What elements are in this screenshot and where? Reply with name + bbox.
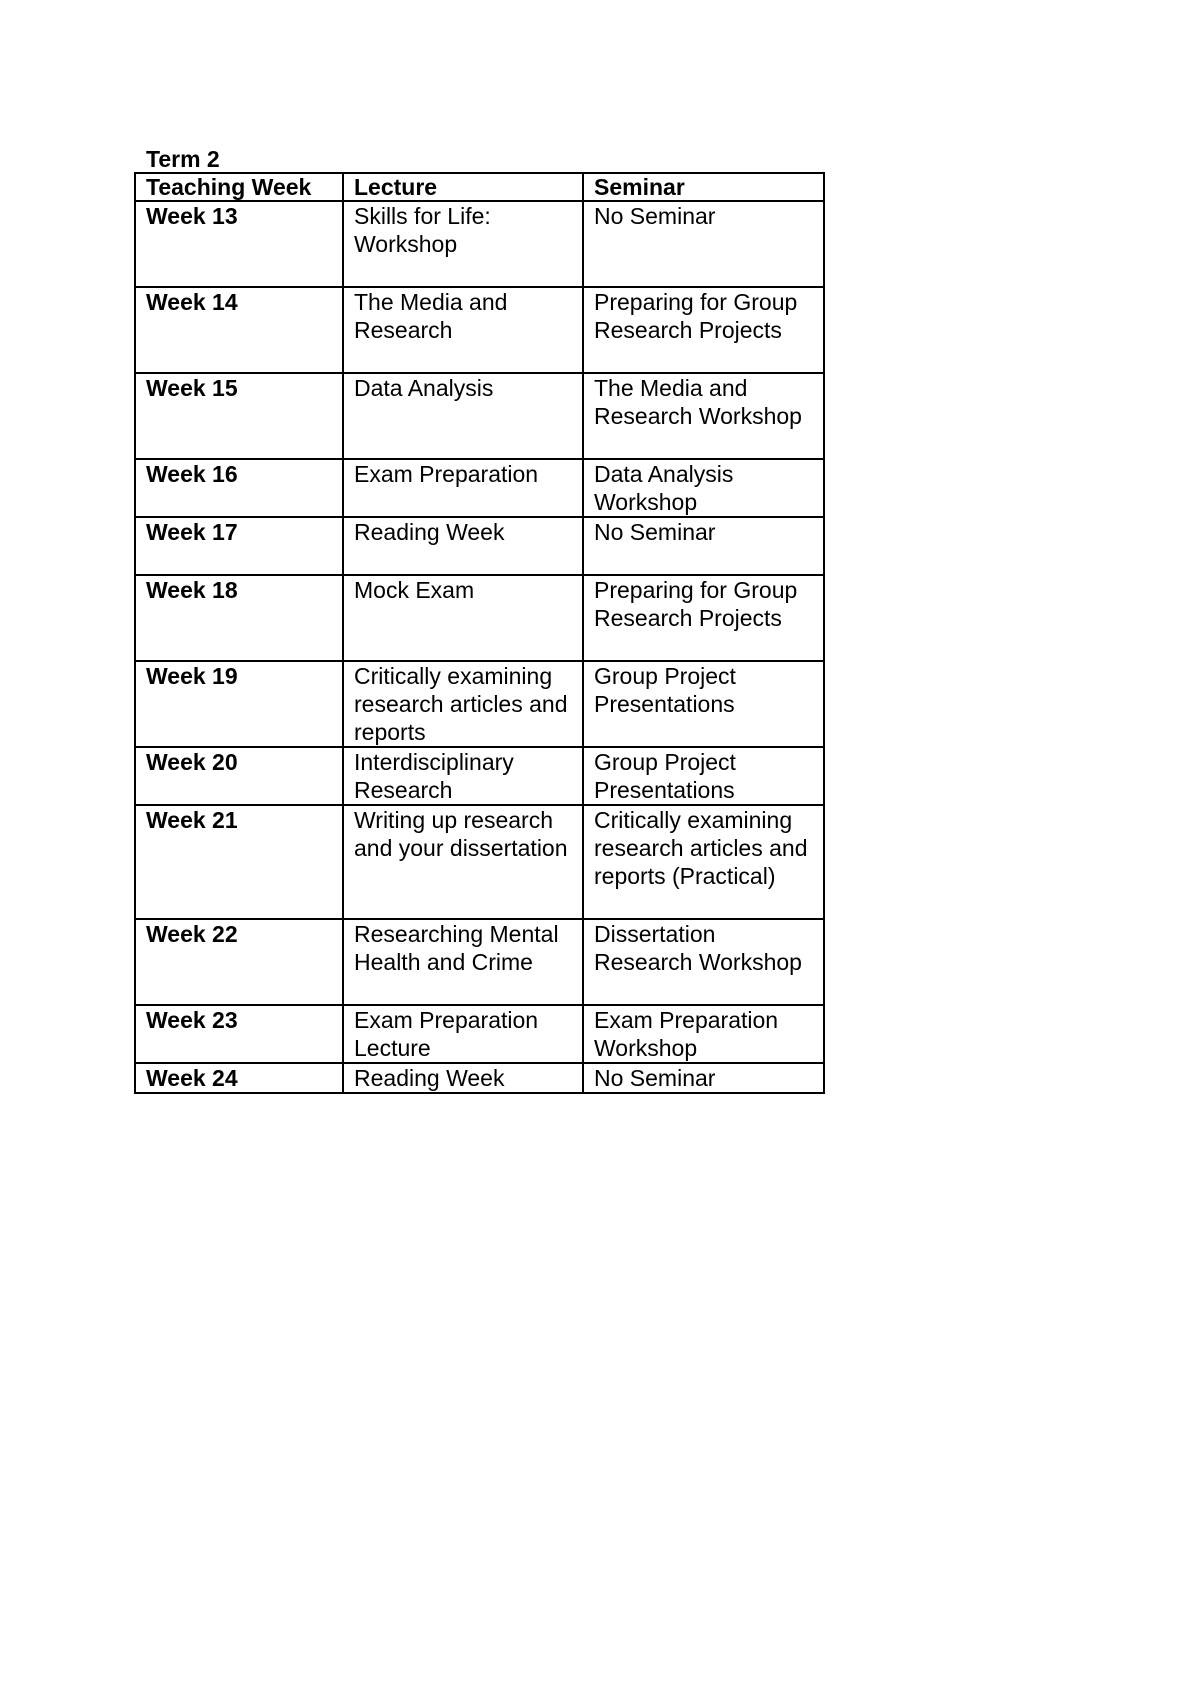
seminar-cell: The Media and Research Workshop [583,373,824,459]
week-cell: Week 18 [135,575,343,661]
week-cell: Week 19 [135,661,343,747]
table-row [135,459,824,517]
header-lecture: Lecture [343,173,583,201]
lecture-cell: Reading Week [343,1063,583,1093]
table-header-row [135,173,824,201]
header-teaching-week: Teaching Week [135,173,343,201]
seminar-cell: Critically examining research articles and reports (Practical) [583,805,824,919]
table-row [135,661,824,747]
lecture-cell: Researching Mental Health and Crime [343,919,583,1005]
seminar-cell: Dissertation Research Workshop [583,919,824,1005]
table-row [135,201,824,287]
week-cell: Week 13 [135,201,343,287]
week-cell: Week 17 [135,517,343,575]
table-row [135,373,824,459]
week-cell: Week 15 [135,373,343,459]
header-seminar: Seminar [583,173,824,201]
seminar-cell: Preparing for Group Research Projects [583,287,824,373]
table-row [135,1063,824,1093]
seminar-cell: No Seminar [583,201,824,287]
schedule-table [134,172,825,1094]
seminar-cell: No Seminar [583,1063,824,1093]
week-cell: Week 22 [135,919,343,1005]
week-cell: Week 23 [135,1005,343,1063]
lecture-cell: Interdisciplinary Research [343,747,583,805]
lecture-cell: Writing up research and your dissertation [343,805,583,919]
seminar-cell: No Seminar [583,517,824,575]
lecture-cell: Skills for Life: Workshop [343,201,583,287]
lecture-cell: The Media and Research [343,287,583,373]
seminar-cell: Group Project Presentations [583,747,824,805]
table-row [135,1005,824,1063]
week-cell: Week 20 [135,747,343,805]
week-cell: Week 14 [135,287,343,373]
lecture-cell: Exam Preparation [343,459,583,517]
seminar-cell: Exam Preparation Workshop [583,1005,824,1063]
seminar-cell: Group Project Presentations [583,661,824,747]
table-row [135,517,824,575]
seminar-cell: Data Analysis Workshop [583,459,824,517]
table-row [135,747,824,805]
table-row [135,575,824,661]
lecture-cell: Exam Preparation Lecture [343,1005,583,1063]
table-row [135,287,824,373]
lecture-cell: Reading Week [343,517,583,575]
week-cell: Week 24 [135,1063,343,1093]
seminar-cell: Preparing for Group Research Projects [583,575,824,661]
lecture-cell: Critically examining research articles and reports [343,661,583,747]
table-row [135,919,824,1005]
week-cell: Week 21 [135,805,343,919]
table-row [135,805,824,919]
lecture-cell: Data Analysis [343,373,583,459]
week-cell: Week 16 [135,459,343,517]
term-title: Term 2 [146,146,220,172]
lecture-cell: Mock Exam [343,575,583,661]
